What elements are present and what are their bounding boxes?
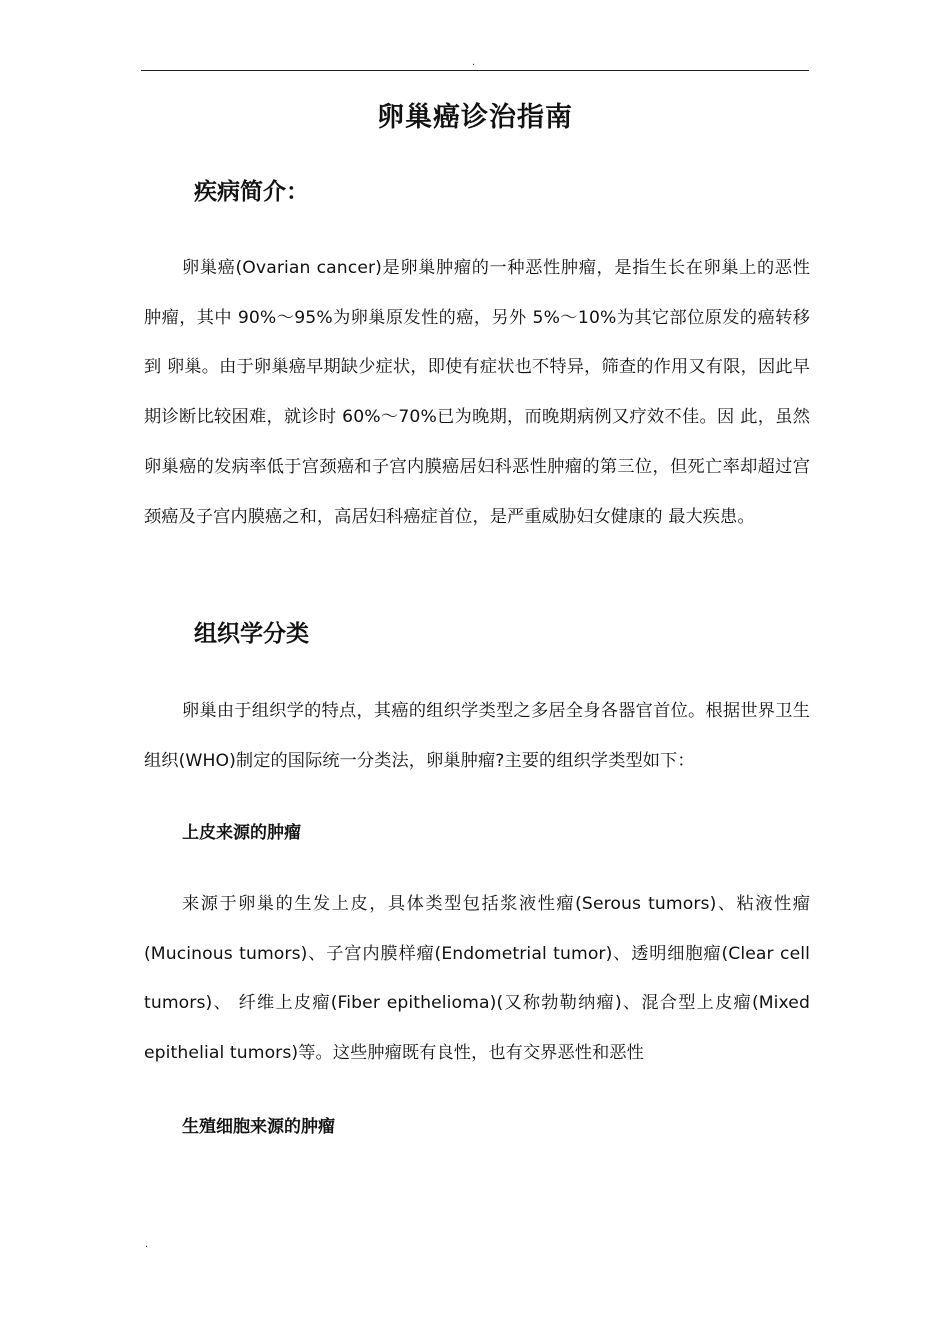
header-mark: . — [472, 57, 476, 68]
paragraph-epithelial-tumors: 来源于卵巢的生发上皮，具体类型包括浆液性瘤(Serous tumors)、粘液性瘤(Mucinous tumors)、子宫内膜样瘤(Endometrial tumor)、透明细胞瘤(Clear cell tumors)、 纤维上皮瘤(Fiber epithelioma)(又称勃勒纳瘤)、混合型上皮瘤(Mixed epithelial tumors)等。这些肿瘤既有良性，也有交界恶性和恶性 — [144, 894, 810, 1064]
heading-germ-cell-tumors: 生殖细胞来源的肿瘤 — [182, 1117, 335, 1137]
heading-disease-intro: 疾病简介： — [194, 179, 309, 205]
paragraph-disease-intro: 卵巢癌(Ovarian cancer)是卵巢肿瘤的一种恶性肿瘤，是指生长在卵巢上的恶性肿瘤，其中 90%～95%为卵巢原发性的癌，另外 5%～10%为其它部位原发的癌转移到 卵巢。由于卵巢癌早期缺少症状，即使有症状也不特异，筛查的作用又有限，因此早期诊断比较困难，就诊时 60%～70%已为晚期，而晚期病例又疗效不佳。因 此，虽然卵巢癌的发病率低于宫颈癌和子宫内膜癌居妇科恶性肿瘤的第三位，但死亡率却超过宫颈癌及子宫内膜癌之和，高居妇科癌症首位，是严重威胁妇女健康的 最大疾患。 — [144, 258, 810, 527]
paragraph-histology: 卵巢由于组织学的特点，其癌的组织学类型之多居全身各器官首位。根据世界卫生组织(WHO)制定的国际统一分类法，卵巢肿瘤?主要的组织学类型如下： — [144, 701, 810, 771]
footer-mark: . — [145, 1239, 149, 1250]
header-rule — [141, 70, 809, 71]
heading-epithelial-tumors: 上皮来源的肿瘤 — [182, 823, 301, 843]
document-title: 卵巢癌诊治指南 — [377, 102, 573, 133]
heading-histology: 组织学分类 — [194, 621, 309, 647]
